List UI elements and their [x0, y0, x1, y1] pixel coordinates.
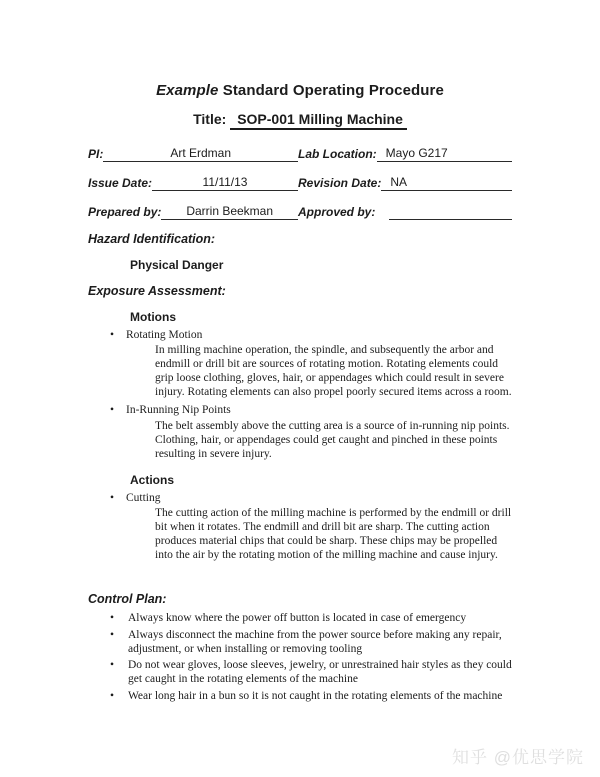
control-plan-item [110, 689, 512, 703]
exposure-item-nip-points [88, 403, 512, 460]
bullet-icon: • [110, 659, 115, 672]
exposure-item-title: In-Running Nip Points [126, 404, 231, 417]
field-row-signatures [88, 203, 512, 220]
control-plan-heading: Control Plan: [88, 592, 167, 607]
zhihu-watermark: 知乎 @优思学院 [452, 748, 584, 767]
field-pi [88, 146, 298, 162]
pi-value: Art Erdman [103, 146, 298, 162]
document-title-example: Example [156, 82, 219, 99]
exposure-item-title: Rotating Motion [126, 329, 203, 341]
bullet-icon: • [110, 491, 115, 504]
prepared-by-value: Darrin Beekman [161, 204, 298, 220]
hazard-identification-heading: Hazard Identification: [88, 232, 216, 246]
bullet-icon: • [110, 404, 115, 417]
field-row-dates [88, 174, 512, 191]
exposure-item-cutting [88, 491, 512, 562]
exposure-item-title-row [110, 328, 512, 342]
motions-subheading: Motions [130, 310, 176, 324]
control-plan-text: Always know where the power off button is located in case of emergency [128, 612, 467, 625]
hazard-item-physical-danger: Physical Danger [130, 258, 224, 272]
control-plan-list [88, 611, 512, 703]
field-lab-location [298, 146, 512, 162]
subtitle-label: Title: [193, 111, 227, 127]
control-plan-item [110, 611, 512, 625]
document-subtitle [88, 111, 512, 130]
field-row-pi-lab [88, 145, 512, 162]
header-fields [88, 145, 512, 220]
exposure-item-body: The cutting action of the milling machine is performed by the endmill or drill bit when it rotates. The endmill and drill bit are sharp. The cutting action produces material chips that could be sharp. These chips may be propelled into the air by the rotating motion of the milling machine and cause injury. [155, 507, 512, 562]
prepared-by-label: Prepared by: [88, 205, 162, 219]
lab-location-label: Lab Location: [298, 147, 377, 161]
control-plan-text: Wear long hair in a bun so it is not caught in the rotating elements of the machine [128, 689, 503, 702]
issue-date-label: Issue Date: [88, 176, 153, 190]
exposure-item-body: The belt assembly above the cutting area is a source of in-running nip points. Clothing, hair, or appendages could get caught and pinched in these points resulting in severe injury. [155, 419, 510, 460]
subtitle-value: SOP-001 Milling Machine [230, 111, 407, 130]
revision-date-label: Revision Date: [298, 176, 382, 190]
field-issue-date [88, 175, 298, 191]
control-plan-text: Do not wear gloves, loose sleeves, jewelry, or unrestrained hair styles as they could get caught in the rotating elements of the machine [128, 659, 512, 686]
control-plan-item [110, 628, 512, 657]
bullet-icon: • [110, 689, 115, 702]
exposure-assessment-heading: Exposure Assessment: [88, 284, 226, 298]
document-title [88, 82, 512, 99]
control-plan-text: Always disconnect the machine from the power source before making any repair, adjustment, or when installing or removing tooling [128, 628, 502, 655]
document-title-rest: Standard Operating Procedure [218, 82, 444, 99]
lab-location-value: Mayo G217 [377, 146, 512, 162]
exposure-item-rotating-motion [88, 328, 512, 399]
field-prepared-by [88, 204, 298, 220]
exposure-item-body: In milling machine operation, the spindle, and subsequently the arbor and endmill or drill bit are sources of rotating motion. Rotating elements could grip loose clothing, gloves, hair, or appendages which could result in severe injury. Rotating elements can also propel poorly secured items across a room. [155, 344, 512, 399]
approved-by-label: Approved by: [298, 205, 376, 219]
bullet-icon: • [110, 612, 115, 625]
bullet-icon: • [110, 329, 115, 341]
field-approved-by [298, 205, 512, 220]
exposure-item-title-row [110, 403, 512, 417]
actions-subheading: Actions [130, 472, 175, 487]
revision-date-value: NA [381, 175, 512, 191]
bullet-icon: • [110, 628, 115, 641]
exposure-item-title-row [110, 491, 512, 505]
exposure-item-title: Cutting [126, 491, 161, 504]
field-revision-date [298, 175, 512, 191]
issue-date-value: 11/11/13 [152, 175, 298, 191]
approved-by-value [389, 205, 512, 220]
control-plan-item [110, 658, 512, 687]
pi-label: PI: [88, 147, 104, 161]
